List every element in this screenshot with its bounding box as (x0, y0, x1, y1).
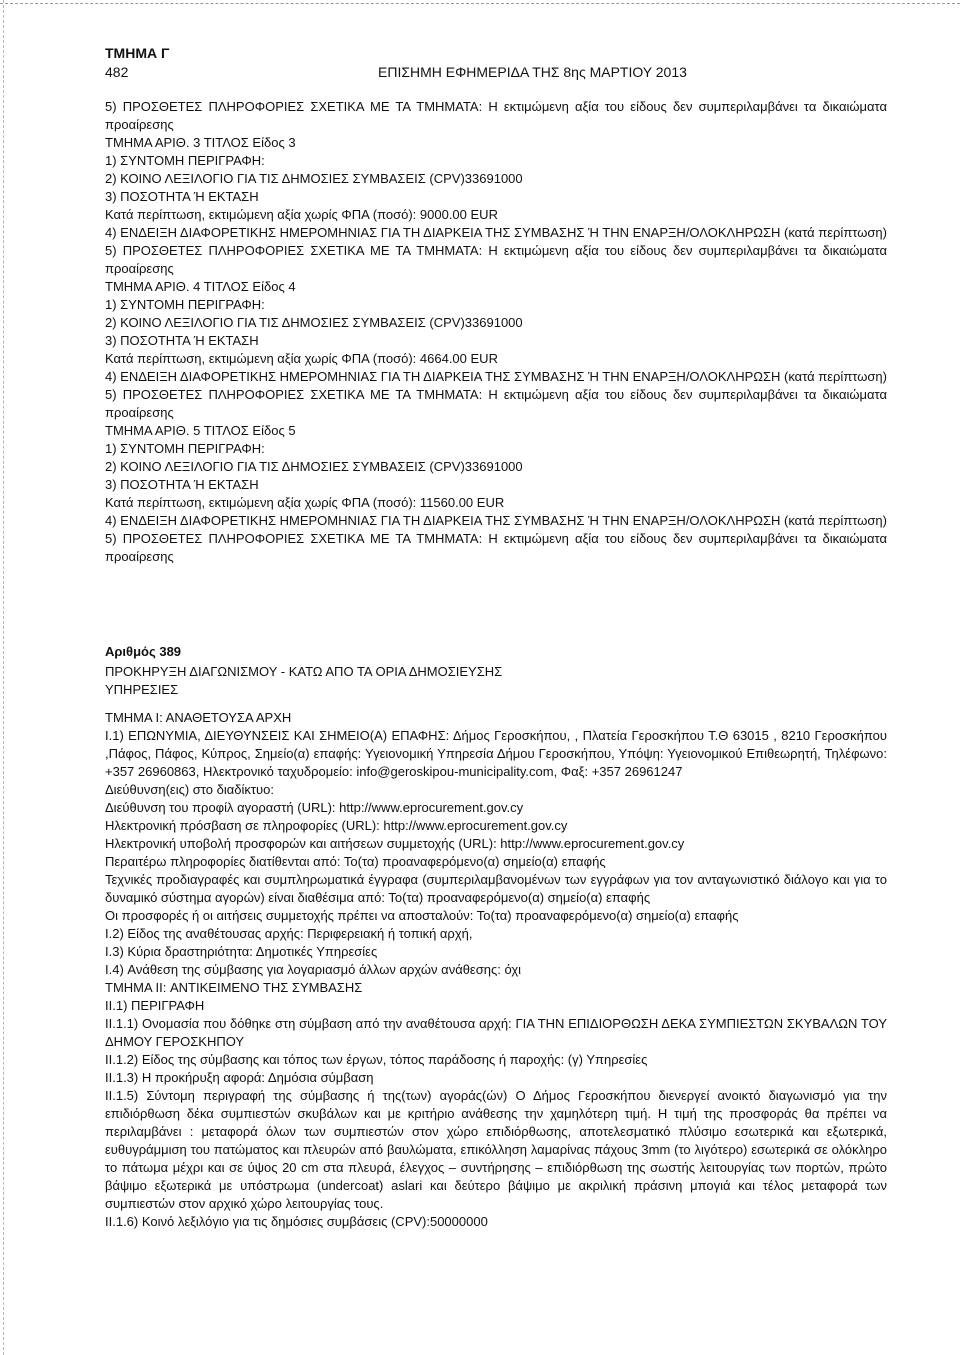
lot-line: 4) ΕΝΔΕΙΞΗ ΔΙΑΦΟΡΕΤΙΚΗΣ ΗΜΕΡΟΜΗΝΙΑΣ ΓΙΑ ΤΗ ΔΙΑΡΚΕΙΑ ΤΗΣ ΣΥΜΒΑΣΗΣ Ή ΤΗΝ ΕΝΑΡΞΗ/ΟΛΟΚΛΗΡΩΣΗ (κατά περίπτωση) (105, 225, 887, 240)
notice-line: II.1.6) Κοινό λεξιλόγιο για τις δημόσιες συμβάσεις (CPV):50000000 (105, 1214, 488, 1229)
notice-line: Ηλεκτρονική υποβολή προσφορών και αιτήσεων συμμετοχής (URL): http://www.eprocurement.gov.cy (105, 836, 685, 851)
lot-line: 3) ΠΟΣΟΤΗΤΑ Ή ΕΚΤΑΣΗ (105, 477, 259, 492)
notice-line: Περαιτέρω πληροφορίες διατίθενται από: Το(τα) προαναφερόμενο(α) σημείο(α) επαφής (105, 854, 606, 869)
lot-line: 4) ΕΝΔΕΙΞΗ ΔΙΑΦΟΡΕΤΙΚΗΣ ΗΜΕΡΟΜΗΝΙΑΣ ΓΙΑ ΤΗ ΔΙΑΡΚΕΙΑ ΤΗΣ ΣΥΜΒΑΣΗΣ Ή ΤΗΝ ΕΝΑΡΞΗ/ΟΛΟΚΛΗΡΩΣΗ (κατά περίπτωση) (105, 513, 887, 528)
notice-line: Τεχνικές προδιαγραφές και συμπληρωματικά έγγραφα (συμπεριλαμβανομένων των εγγράφων για τον ανταγωνιστικό διάλογο και για το δυναμικό σύστημα αγορών) είναι διαθέσιμα από: Το(τα) προαναφερόμενο(α) σημείο(α) επαφής (105, 872, 887, 905)
notice-line: I.4) Ανάθεση της σύμβασης για λογαριασμό άλλων αρχών ανάθεσης: όχι (105, 962, 522, 977)
lot-line: ΤΜΗΜΑ ΑΡΙΘ. 3 ΤΙΤΛΟΣ Είδος 3 (105, 135, 296, 150)
lot-line: 4) ΕΝΔΕΙΞΗ ΔΙΑΦΟΡΕΤΙΚΗΣ ΗΜΕΡΟΜΗΝΙΑΣ ΓΙΑ ΤΗ ΔΙΑΡΚΕΙΑ ΤΗΣ ΣΥΜΒΑΣΗΣ Ή ΤΗΝ ΕΝΑΡΞΗ/ΟΛΟΚΛΗΡΩΣΗ (κατά περίπτωση) (105, 369, 887, 384)
gazette-title: ΕΠΙΣΗΜΗ ΕΦΗΜΕΡΙΔΑ ΤΗΣ 8ης ΜΑΡΤΙΟΥ 2013 (378, 64, 687, 80)
notice-line: Ηλεκτρονική πρόσβαση σε πληροφορίες (URL): http://www.eprocurement.gov.cy (105, 818, 568, 833)
lot-line: Κατά περίπτωση, εκτιμώμενη αξία χωρίς ΦΠΑ (ποσό): 9000.00 EUR (105, 207, 498, 222)
notice-line: II.1.3) Η προκήρυξη αφορά: Δημόσια σύμβαση (105, 1070, 374, 1085)
section-label: ΤΜΗΜΑ Γ (105, 45, 170, 61)
lot-line: 1) ΣΥΝΤΟΜΗ ΠΕΡΙΓΡΑΦΗ: (105, 153, 265, 168)
page-number: 482 (105, 64, 129, 80)
notice-line: I.2) Είδος της αναθέτουσας αρχής: Περιφερειακή ή τοπική αρχή, (105, 926, 473, 941)
lots-block (105, 98, 887, 566)
notice-line: I.3) Κύρια δραστηριότητα: Δημοτικές Υπηρεσίες (105, 944, 378, 959)
notice-line: Διεύθυνση(εις) στο διαδίκτυο: (105, 782, 274, 797)
notice-line: II.1.5) Σύντομη περιγραφή της σύμβασης ή της(των) αγοράς(ών) Ο Δήμος Γεροσκήπου διενεργεί ανοικτό διαγωνισμό για την επιδιόρθωση δέκα συμπιεστών σκυβάλων και με κριτήριο ανάθεσης την χαμηλότερη τιμή. Η τιμή της προσφοράς θα πρέπει να περιλαμβάνει : μεταφορά όλων των συμπιεστών στον χώρο επιδιόρθωσης, αποτελεσματικό πλύσιμο εσωτερικά και εξωτερικά, ευθυγράμμιση του πατώματος και πλευρών από βαυλώματα, επικόλληση λαμαρίνας πάχους 3mm (το λιγότερο) εσωτερικά σε ολόκληρο το πάτωμα μέχρι και σε ύψος 20 cm στα πλευρά, έλεγχος – συντήρησης – επιδιόρθωση της σωστής λειτουργίας των πορτών, πρώτο βάψιμο εξωτερικά με υπόστρωμα (undercoat) aslari και δεύτερο βάψιμο με ακριλική πράσινη μπογιά και τέλος μεταφορά των συμπιεστών στον αρχικό χώρο λειτουργίας τους. (105, 1088, 887, 1211)
notice-number: Αριθμός 389 (105, 644, 182, 659)
lot-line: 5) ΠΡΟΣΘΕΤΕΣ ΠΛΗΡΟΦΟΡΙΕΣ ΣΧΕΤΙΚΑ ΜΕ ΤΑ ΤΜΗΜΑΤΑ: Η εκτιμώμενη αξία του είδους δεν συμπεριλαμβάνει τα δικαιώματα προαίρεσης (105, 99, 887, 132)
lot-line: 2) ΚΟΙΝΟ ΛΕΞΙΛΟΓΙΟ ΓΙΑ ΤΙΣ ΔΗΜΟΣΙΕΣ ΣΥΜΒΑΣΕΙΣ (CPV)33691000 (105, 315, 523, 330)
lot-line: 5) ΠΡΟΣΘΕΤΕΣ ΠΛΗΡΟΦΟΡΙΕΣ ΣΧΕΤΙΚΑ ΜΕ ΤΑ ΤΜΗΜΑΤΑ: Η εκτιμώμενη αξία του είδους δεν συμπεριλαμβάνει τα δικαιώματα προαίρεσης (105, 531, 887, 564)
notice-line: I.1) ΕΠΩΝΥΜΙΑ, ΔΙΕΥΘΥΝΣΕΙΣ ΚΑΙ ΣΗΜΕΙΟ(Α) ΕΠΑΦΗΣ: Δήμος Γεροσκήπου, , Πλατεία Γεροσκήπου Τ.Θ 63015 , 8210 Γεροσκήπου ,Πάφος, Πάφος, Κύπρος, Σημείο(α) επαφής: Υγειονομική Υπηρεσία Δήμου Γεροσκήπου, Υπόψη: Υγειονομικού Επιθεωρητή, Τηλέφωνο: +357 26960863, Ηλεκτρονικό ταχυδρομείο: info@geroskipou-municipality.com, Φαξ: +357 26961247 (105, 728, 887, 779)
lot-line: 1) ΣΥΝΤΟΜΗ ΠΕΡΙΓΡΑΦΗ: (105, 297, 265, 312)
spacer (105, 699, 887, 709)
left-dashed-rule (3, 0, 4, 1355)
notice-subtitle: ΥΠΗΡΕΣΙΕΣ (105, 682, 179, 697)
notice-line: II.1) ΠΕΡΙΓΡΑΦΗ (105, 998, 205, 1013)
lot-line: 3) ΠΟΣΟΤΗΤΑ Ή ΕΚΤΑΣΗ (105, 189, 259, 204)
notice-line: II.1.2) Είδος της σύμβασης και τόπος των έργων, τόπος παράδοσης ή παροχής: (γ) Υπηρεσίες (105, 1052, 648, 1067)
section-heading: ΤΜΗΜΑ Ι: ΑΝΑΘΕΤΟΥΣΑ ΑΡΧΗ (105, 710, 292, 725)
top-dashed-rule (0, 3, 960, 4)
lot-line: ΤΜΗΜΑ ΑΡΙΘ. 5 ΤΙΤΛΟΣ Είδος 5 (105, 423, 296, 438)
lot-line: 1) ΣΥΝΤΟΜΗ ΠΕΡΙΓΡΑΦΗ: (105, 441, 265, 456)
lot-line: 2) ΚΟΙΝΟ ΛΕΞΙΛΟΓΙΟ ΓΙΑ ΤΙΣ ΔΗΜΟΣΙΕΣ ΣΥΜΒΑΣΕΙΣ (CPV)33691000 (105, 171, 523, 186)
notice-block (105, 663, 887, 1231)
lot-line: ΤΜΗΜΑ ΑΡΙΘ. 4 ΤΙΤΛΟΣ Είδος 4 (105, 279, 296, 294)
lot-line: Κατά περίπτωση, εκτιμώμενη αξία χωρίς ΦΠΑ (ποσό): 4664.00 EUR (105, 351, 498, 366)
notice-line: II.1.1) Ονομασία που δόθηκε στη σύμβαση από την αναθέτουσα αρχή: ΓΙΑ ΤΗΝ ΕΠΙΔΙΟΡΘΩΣΗ ΔΕΚΑ ΣΥΜΠΙΕΣΤΩΝ ΣΚΥΒΑΛΩΝ ΤΟΥ ΔΗΜΟΥ ΓΕΡΟΣΚΗΠΟΥ (105, 1016, 887, 1049)
notice-title: ΠΡΟΚΗΡΥΞΗ ΔΙΑΓΩΝΙΣΜΟΥ - ΚΑΤΩ ΑΠΟ ΤΑ ΟΡΙΑ ΔΗΜΟΣΙΕΥΣΗΣ (105, 664, 503, 679)
notice-line: Οι προσφορές ή οι αιτήσεις συμμετοχής πρέπει να αποσταλούν: Το(τα) προαναφερόμενο(α) σημείο(α) επαφής (105, 908, 739, 923)
lot-line: Κατά περίπτωση, εκτιμώμενη αξία χωρίς ΦΠΑ (ποσό): 11560.00 EUR (105, 495, 505, 510)
lot-line: 5) ΠΡΟΣΘΕΤΕΣ ΠΛΗΡΟΦΟΡΙΕΣ ΣΧΕΤΙΚΑ ΜΕ ΤΑ ΤΜΗΜΑΤΑ: Η εκτιμώμενη αξία του είδους δεν συμπεριλαμβάνει τα δικαιώματα προαίρεσης (105, 243, 887, 276)
lot-line: 2) ΚΟΙΝΟ ΛΕΞΙΛΟΓΙΟ ΓΙΑ ΤΙΣ ΔΗΜΟΣΙΕΣ ΣΥΜΒΑΣΕΙΣ (CPV)33691000 (105, 459, 523, 474)
lot-line: 5) ΠΡΟΣΘΕΤΕΣ ΠΛΗΡΟΦΟΡΙΕΣ ΣΧΕΤΙΚΑ ΜΕ ΤΑ ΤΜΗΜΑΤΑ: Η εκτιμώμενη αξία του είδους δεν συμπεριλαμβάνει τα δικαιώματα προαίρεσης (105, 387, 887, 420)
notice-line: Διεύθυνση του προφίλ αγοραστή (URL): http://www.eprocurement.gov.cy (105, 800, 524, 815)
section-heading: ΤΜΗΜΑ II: ΑΝΤΙΚΕΙΜΕΝΟ ΤΗΣ ΣΥΜΒΑΣΗΣ (105, 980, 363, 995)
lot-line: 3) ΠΟΣΟΤΗΤΑ Ή ΕΚΤΑΣΗ (105, 333, 259, 348)
